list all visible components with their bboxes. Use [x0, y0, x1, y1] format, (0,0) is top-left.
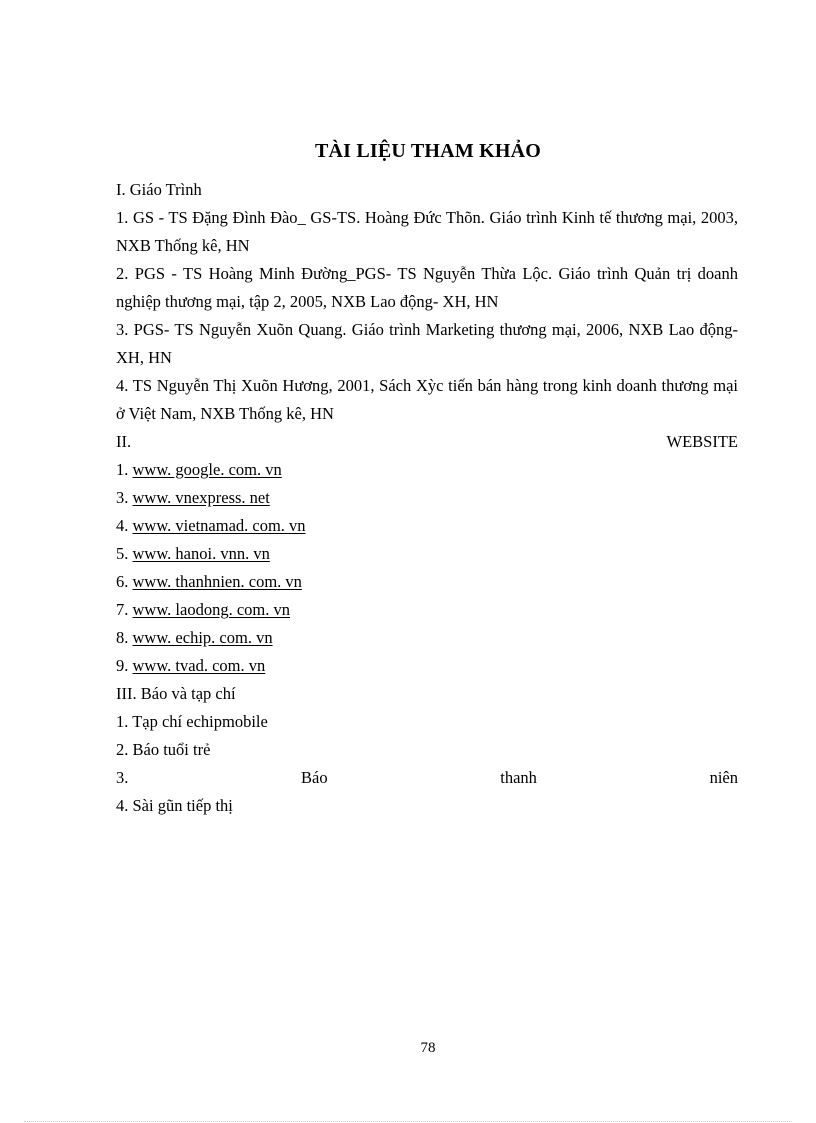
- press-item-spread: [116, 764, 738, 792]
- section-heading-textbooks: I. Giáo Trình: [116, 180, 202, 199]
- website-item: [116, 652, 738, 680]
- item-number: 8.: [116, 628, 129, 647]
- website-link[interactable]: www. echip. com. vn: [132, 628, 273, 647]
- website-item: [116, 512, 738, 540]
- website-item: [116, 624, 738, 652]
- reference-item: 2. PGS - TS Hoàng Minh Đường_PGS- TS Nguyễn Thừa Lộc. Giáo trình Quản trị doanh nghiệp thương mại, tập 2, 2005, NXB Lao động- XH, HN: [116, 264, 738, 311]
- item-number: 9.: [116, 656, 129, 675]
- page-bottom-divider: [24, 1121, 792, 1122]
- item-number: 4.: [116, 516, 129, 535]
- press-item: 4. Sài gũn tiếp thị: [116, 796, 233, 815]
- press-word: 3.: [116, 768, 129, 787]
- section-heading-press: III. Báo và tạp chí: [116, 684, 236, 703]
- reference-item: 3. PGS- TS Nguyễn Xuõn Quang. Giáo trình Marketing thương mại, 2006, NXB Lao động- XH, HN: [116, 320, 738, 367]
- website-link[interactable]: www. thanhnien. com. vn: [132, 572, 302, 591]
- item-number: 1.: [116, 460, 129, 479]
- website-link[interactable]: www. laodong. com. vn: [132, 600, 290, 619]
- page-number: 78: [420, 1040, 436, 1056]
- website-link[interactable]: www. google. com. vn: [132, 460, 282, 479]
- item-number: 5.: [116, 544, 129, 563]
- item-number: 6.: [116, 572, 129, 591]
- press-word: niên: [709, 768, 738, 787]
- reference-item: 1. GS - TS Đặng Đình Đào_ GS-TS. Hoàng Đức Thõn. Giáo trình Kinh tế thương mại, 2003, NXB Thống kê, HN: [116, 208, 738, 255]
- press-word: thanh: [500, 768, 537, 787]
- press-item: 2. Báo tuổi trẻ: [116, 740, 211, 759]
- item-number: 7.: [116, 600, 129, 619]
- website-link[interactable]: www. vietnamad. com. vn: [132, 516, 306, 535]
- references-content: [116, 176, 738, 820]
- press-word: Báo: [301, 768, 328, 787]
- item-number: 3.: [116, 488, 129, 507]
- section-heading-website: [116, 428, 738, 456]
- website-item: [116, 484, 738, 512]
- website-link[interactable]: www. tvad. com. vn: [132, 656, 266, 675]
- section-number: II.: [116, 432, 132, 451]
- press-item: 1. Tạp chí echipmobile: [116, 712, 268, 731]
- website-link[interactable]: www. vnexpress. net: [132, 488, 270, 507]
- page-title: TÀI LIỆU THAM KHẢO: [314, 140, 542, 162]
- website-item: [116, 568, 738, 596]
- website-item: [116, 596, 738, 624]
- website-link[interactable]: www. hanoi. vnn. vn: [132, 544, 270, 563]
- section-title: WEBSITE: [666, 432, 738, 451]
- reference-item: 4. TS Nguyễn Thị Xuõn Hương, 2001, Sách Xỳc tiến bán hàng trong kinh doanh thương mại ở Việt Nam, NXB Thống kê, HN: [116, 376, 738, 423]
- website-item: [116, 540, 738, 568]
- website-item: [116, 456, 738, 484]
